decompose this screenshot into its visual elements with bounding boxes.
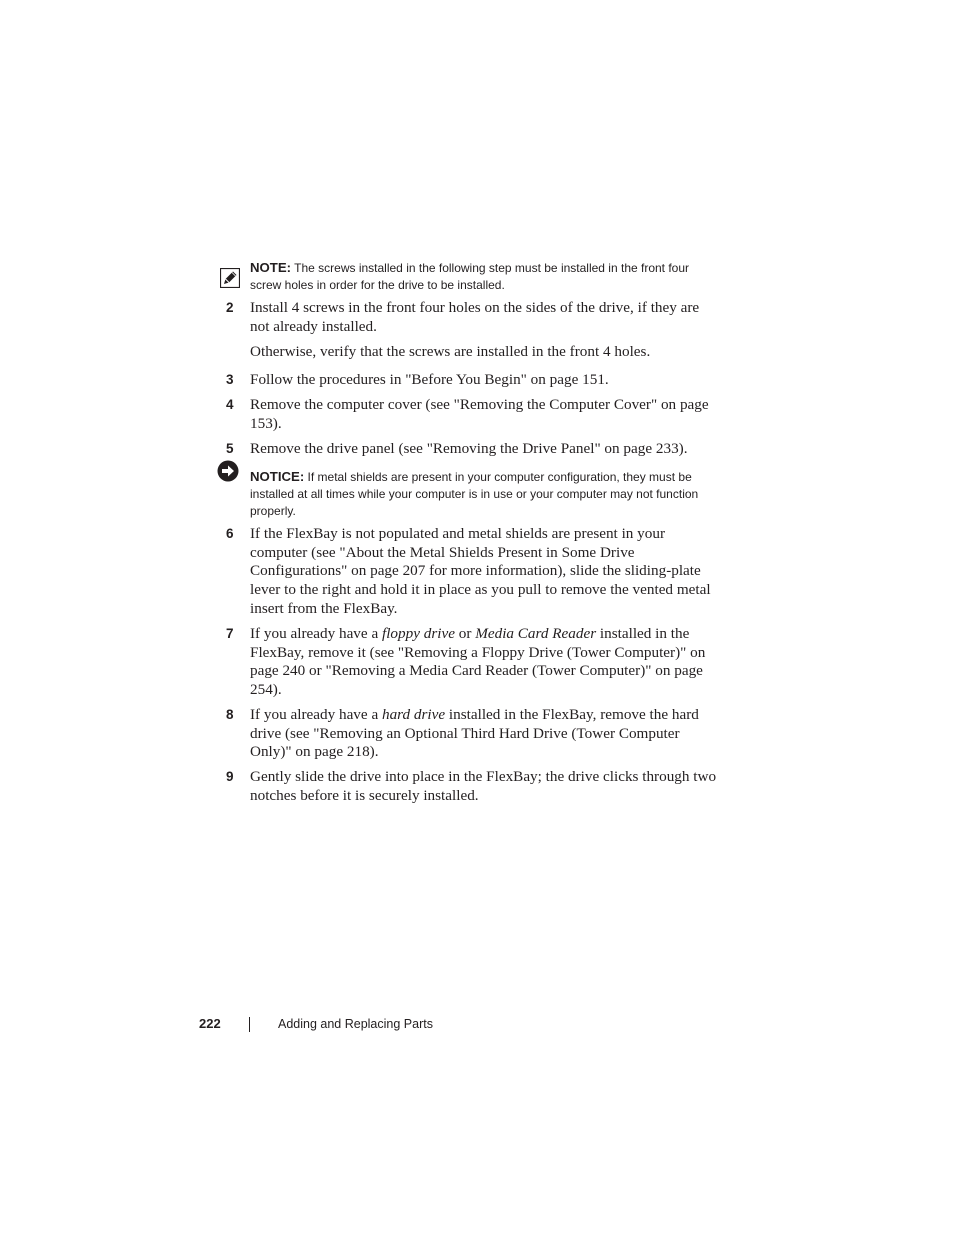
step-number: 8 <box>226 707 234 722</box>
notice-text: If metal shields are present in your computer configuration, they must be installed at all times while your computer is in use or your computer may not function properly. <box>250 470 699 518</box>
step-text-part: If you already have a <box>250 625 382 642</box>
step-text-emphasis: Media Card Reader <box>475 625 597 642</box>
footer-divider <box>249 1017 250 1032</box>
step-text-part: installed in the FlexBay, remove it (see "Removing a Floppy Drive (Tower Computer)" on page 240 or "Removing a Media Card Reader (Tower Computer)" on page 254). <box>250 625 706 699</box>
notice-arrow-icon <box>217 460 239 482</box>
step-number: 3 <box>226 372 234 387</box>
note-callout <box>250 259 720 294</box>
step-text: Follow the procedures in "Before You Begin" on page 151. <box>250 371 609 388</box>
footer-section-title: Adding and Replacing Parts <box>278 1017 433 1031</box>
step-number: 6 <box>226 526 234 541</box>
step-number: 5 <box>226 441 234 456</box>
step-text-part: or <box>454 625 476 642</box>
step-text: If the FlexBay is not populated and metal shields are present in your computer (see "About the Metal Shields Present in Some Drive Configurations" on page 207 for more information), slide the sliding-plate lever to the right and hold it in place as you pull to remove the vented metal insert from the FlexBay. <box>250 525 711 617</box>
step-text <box>250 706 720 762</box>
notice-callout <box>250 468 720 520</box>
step-text-part: installed in the FlexBay, remove the hard drive (see "Removing an Optional Third Hard Drive (Tower Computer Only)" on page 218). <box>250 706 699 761</box>
page-number: 222 <box>199 1016 221 1031</box>
step-2-extra-paragraph: Otherwise, verify that the screws are installed in the front 4 holes. <box>250 343 651 360</box>
notice-label: NOTICE: <box>250 469 305 484</box>
note-text: The screws installed in the following step must be installed in the front four screw holes in order for the drive to be installed. <box>250 261 690 292</box>
step-text: Install 4 screws in the front four holes on the sides of the drive, if they are not already installed. <box>250 299 700 335</box>
step-text-emphasis: floppy drive <box>381 625 455 642</box>
step-text: Remove the drive panel (see "Removing the Drive Panel" on page 233). <box>250 440 688 457</box>
step-text: Remove the computer cover (see "Removing the Computer Cover" on page 153). <box>250 396 709 432</box>
note-pencil-icon <box>220 268 240 288</box>
step-text-emphasis: hard drive <box>381 706 446 723</box>
step-number: 4 <box>226 397 234 412</box>
step-text: Gently slide the drive into place in the FlexBay; the drive clicks through two notches before it is securely installed. <box>250 768 717 804</box>
step-number: 7 <box>226 626 234 641</box>
note-label: NOTE: <box>250 260 292 275</box>
step-number: 2 <box>226 300 234 315</box>
step-number: 9 <box>226 769 234 784</box>
step-text-part: If you already have a <box>250 706 382 723</box>
step-text <box>250 625 720 700</box>
